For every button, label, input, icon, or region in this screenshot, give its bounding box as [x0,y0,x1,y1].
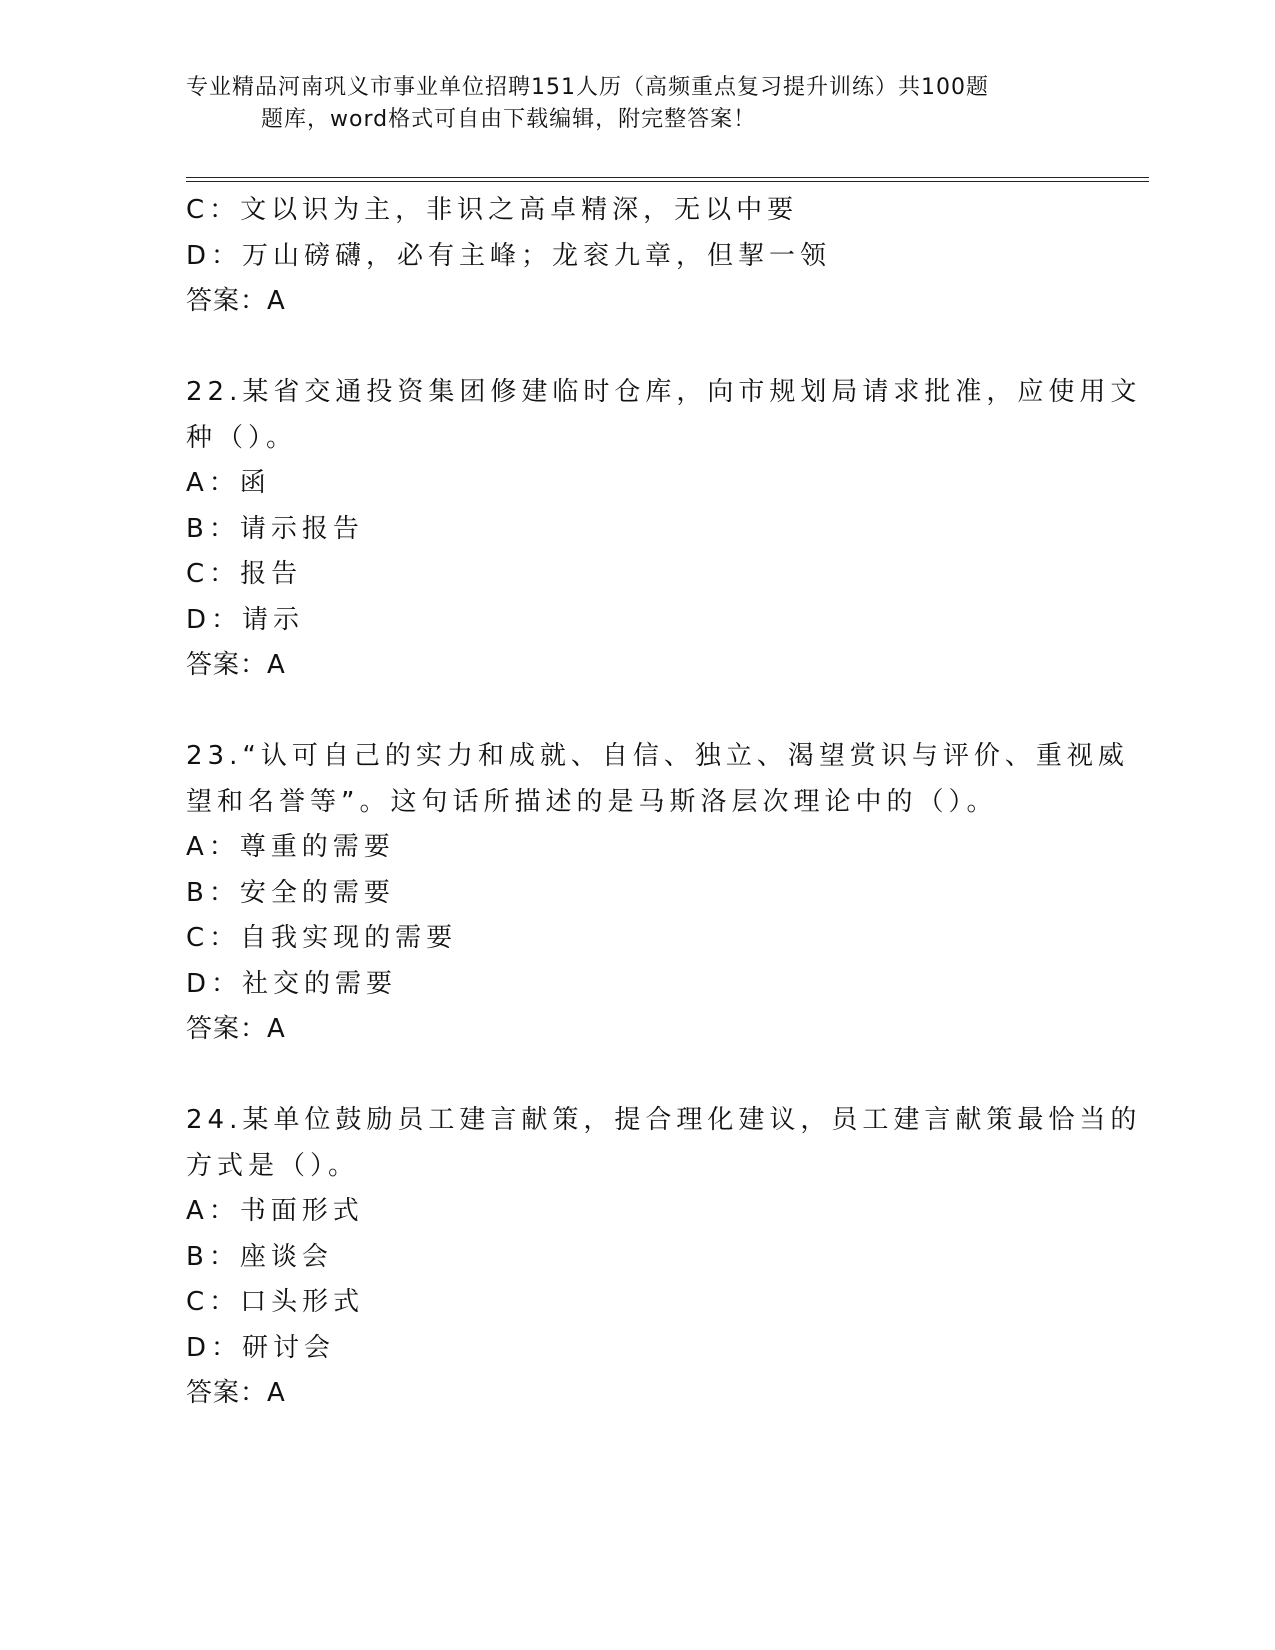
question-list [186,188,1142,1417]
option-c: C：自我实现的需要 [186,923,458,953]
question-stem-line2: 种（）。 [186,422,298,453]
option-d: D：请示 [186,604,305,635]
question-stem-line1: 24.某单位鼓励员工建言献策，提合理化建议，员工建言献策最恰当的 [186,1105,1142,1135]
header-divider-bottom [186,181,1149,182]
option-c: C：文以识为主，非识之高卓精深，无以中要 [186,195,799,225]
document-header [186,72,1066,136]
option-c: C：报告 [186,559,303,589]
header-divider-top [186,177,1149,178]
question-23 [186,734,1129,1053]
header-title-line2: 题库，word格式可自由下载编辑，附完整答案！ [261,107,757,132]
question-22 [186,370,1142,689]
option-a: A：函 [186,468,271,498]
question-24 [186,1098,1142,1417]
question-stem-line2: 望和名誉等”。这句话所描述的是马斯洛层次理论中的（）。 [186,786,998,817]
option-d: D：万山磅礴，必有主峰；龙衮九章，但挈一领 [186,240,832,271]
option-b: B：座谈会 [186,1241,333,1272]
question-stem-line1: 22.某省交通投资集团修建临时仓库，向市规划局请求批准，应使用文 [186,377,1142,407]
spacer [186,689,1086,735]
question-stem-line2: 方式是（）。 [186,1150,360,1181]
header-title-line1: 专业精品河南巩义市事业单位招聘151人历（高频重点复习提升训练）共100题 [186,75,989,100]
option-d: D：研讨会 [186,1332,336,1363]
answer-line: 答案：A [186,1014,286,1044]
spacer [186,1053,1086,1099]
option-b: B：请示报告 [186,513,364,544]
answer-line: 答案：A [186,286,286,316]
option-c: C：口头形式 [186,1287,365,1317]
spacer [186,325,1086,371]
option-b: B：安全的需要 [186,877,395,908]
option-d: D：社交的需要 [186,968,398,999]
option-a: A：书面形式 [186,1196,364,1226]
question-stem-line1: 23.“认可自己的实力和成就、自信、独立、渴望赏识与评价、重视威 [186,741,1129,771]
option-a: A：尊重的需要 [186,832,395,862]
answer-line: 答案：A [186,650,286,680]
answer-line: 答案：A [186,1378,286,1408]
